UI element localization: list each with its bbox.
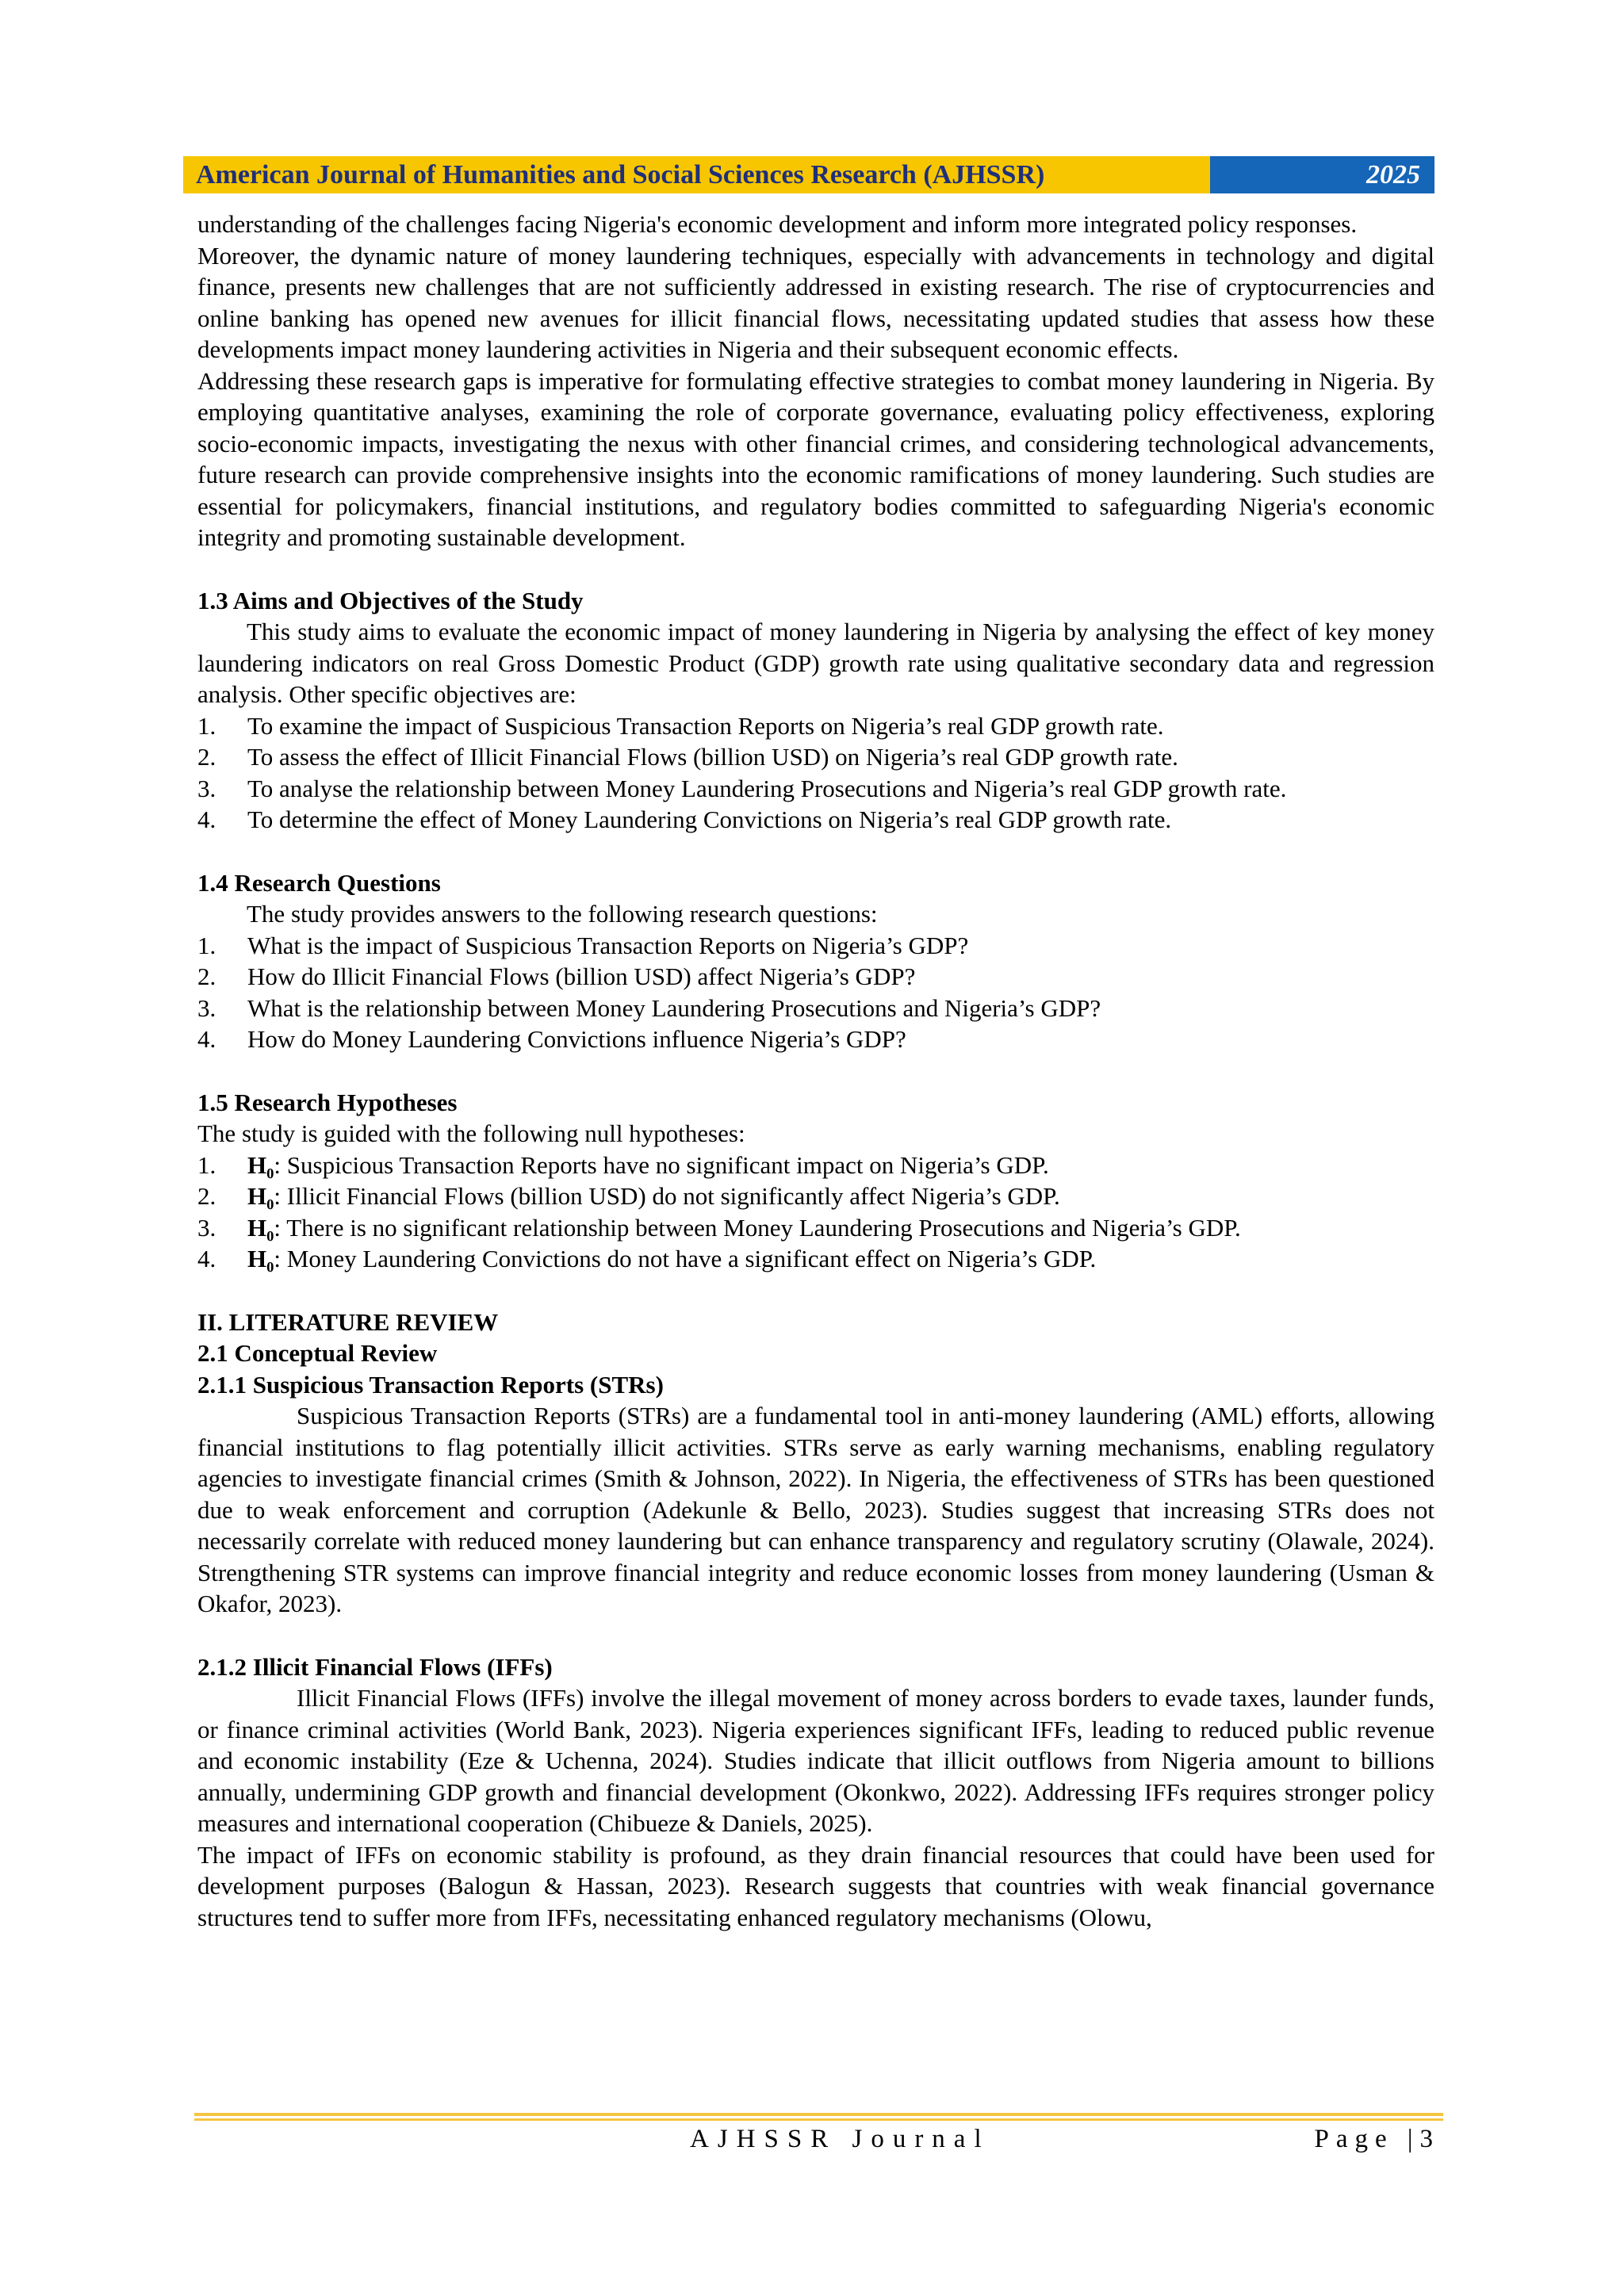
list-item: 1. What is the impact of Suspicious Transaction Reports on Nigeria’s GDP?: [197, 931, 969, 959]
section-heading-1-4: 1.4 Research Questions: [197, 868, 441, 897]
section-heading-2-1-2: 2.1.2 Illicit Financial Flows (IFFs): [197, 1652, 553, 1681]
footer-divider: [194, 2113, 1443, 2116]
list-item: 1. To examine the impact of Suspicious Transaction Reports on Nigeria’s real GDP growth rate.: [197, 711, 1164, 740]
chapter-heading-literature-review: II. LITERATURE REVIEW: [197, 1307, 499, 1336]
journal-year: 2025: [1210, 156, 1434, 193]
paragraph-aims: This study aims to evaluate the economic impact of money laundering in Nigeria by analysing the effect of key money laundering indicators on real Gross Domestic Product (GDP) growth rate using qualitative secondary data and regression analysis. Other specific objectives are:: [197, 618, 1434, 708]
footer-journal-name: AJHSSR Journal: [690, 2125, 990, 2153]
list-item: 3. H₀: There is no significant relationship between Money Laundering Prosecutions and Nigeria’s GDP.: [197, 1213, 1241, 1242]
list-item: 1. H₀: Suspicious Transaction Reports have no significant impact on Nigeria’s GDP.: [197, 1150, 1049, 1179]
paragraph-iffs-2: The impact of IFFs on economic stability is profound, as they drain financial resources that could have been used for development purposes (Balogun & Hassan, 2023). Research suggests that countries with weak financial governance structures tend to suffer more from IFFs, necessitating enhanced regulatory mechanisms (Olowu,: [197, 1840, 1434, 1931]
list-item: 3. What is the relationship between Money Laundering Prosecutions and Nigeria’s GDP?: [197, 993, 1101, 1022]
list-item: 2. To assess the effect of Illicit Financial Flows (billion USD) on Nigeria’s real GDP growth rate.: [197, 743, 1178, 771]
list-item: 4. How do Money Laundering Convictions influence Nigeria’s GDP?: [197, 1025, 906, 1053]
article-body: [197, 209, 1434, 1933]
list-item: 4. H₀: Money Laundering Convictions do not have a significant effect on Nigeria’s GDP.: [197, 1245, 1097, 1272]
objectives-list: [197, 710, 1434, 836]
section-heading-2-1: 2.1 Conceptual Review: [197, 1339, 438, 1367]
list-item: 4. To determine the effect of Money Laundering Convictions on Nigeria’s real GDP growth rate.: [197, 806, 1172, 833]
paragraph-intro-continued: understanding of the challenges facing Nigeria's economic development and inform more integrated policy responses.: [197, 210, 1358, 238]
section-heading-2-1-1: 2.1.1 Suspicious Transaction Reports (STRs): [197, 1370, 664, 1399]
section-heading-1-3: 1.3 Aims and Objectives of the Study: [197, 586, 584, 614]
paragraph-iffs-1: Illicit Financial Flows (IFFs) involve the illegal movement of money across borders to evade taxes, launder funds, or finance criminal activities (World Bank, 2023). Nigeria experiences significant IFFs, leading to reduced public revenue and economic instability (Eze & Uchenna, 2024). Studies indicate that illicit outflows from Nigeria amount to billions annually, undermining GDP growth and financial development (Okonkwo, 2022). Addressing IFFs requires stronger policy measures and international cooperation (Chibueze & Daniels, 2025).: [197, 1684, 1434, 1837]
footer-divider: [194, 2118, 1443, 2121]
paragraph-hypotheses-intro: The study is guided with the following null hypotheses:: [197, 1119, 745, 1147]
paragraph-questions-intro: The study provides answers to the following research questions:: [247, 900, 878, 928]
paragraph-moreover: Moreover, the dynamic nature of money laundering techniques, especially with advancements in technology and digital finance, presents new challenges that are not sufficiently addressed in existing research. The rise of cryptocurrencies and online banking has opened new avenues for illicit financial flows, necessitating updated studies that assess how these developments impact money laundering activities in Nigeria and their subsequent economic effects.: [197, 241, 1434, 363]
list-item: 3. To analyse the relationship between Money Laundering Prosecutions and Nigeria’s real GDP growth rate.: [197, 774, 1287, 802]
questions-list: [197, 930, 1434, 1055]
journal-header: [183, 156, 1434, 193]
journal-title: American Journal of Humanities and Social Sciences Research (AJHSSR): [183, 156, 1210, 193]
footer-page-number: Page |3: [1314, 2125, 1440, 2153]
paragraph-addressing-gaps: Addressing these research gaps is imperative for formulating effective strategies to combat money laundering in Nigeria. By employing quantitative analyses, examining the role of corporate governance, evaluating policy effectiveness, exploring socio-economic impacts, investigating the nexus with other financial crimes, and considering technological advancements, future research can provide comprehensive insights into the economic ramifications of money laundering. Such studies are essential for policymakers, financial institutions, and regulatory bodies committed to safeguarding Nigeria's economic integrity and promoting sustainable development.: [197, 366, 1434, 551]
list-item: 2. How do Illicit Financial Flows (billion USD) affect Nigeria’s GDP?: [197, 962, 916, 990]
list-item: 2. H₀: Illicit Financial Flows (billion USD) do not significantly affect Nigeria’s GDP.: [197, 1182, 1060, 1210]
section-heading-1-5: 1.5 Research Hypotheses: [197, 1088, 458, 1116]
paragraph-strs: Suspicious Transaction Reports (STRs) are a fundamental tool in anti-money laundering (AML) efforts, allowing financial institutions to flag potentially illicit activities. STRs serve as early warning mechanisms, enabling regulatory agencies to investigate financial crimes (Smith & Johnson, 2022). In Nigeria, the effectiveness of STRs has been questioned due to weak enforcement and corruption (Adekunle & Bello, 2023). Studies suggest that increasing STRs does not necessarily correlate with reduced money laundering but can enhance transparency and regulatory scrutiny (Olawale, 2024). Strengthening STR systems can improve financial integrity and reduce economic losses from money laundering (Usman & Okafor, 2023).: [197, 1402, 1434, 1617]
hypotheses-list: [197, 1150, 1434, 1275]
